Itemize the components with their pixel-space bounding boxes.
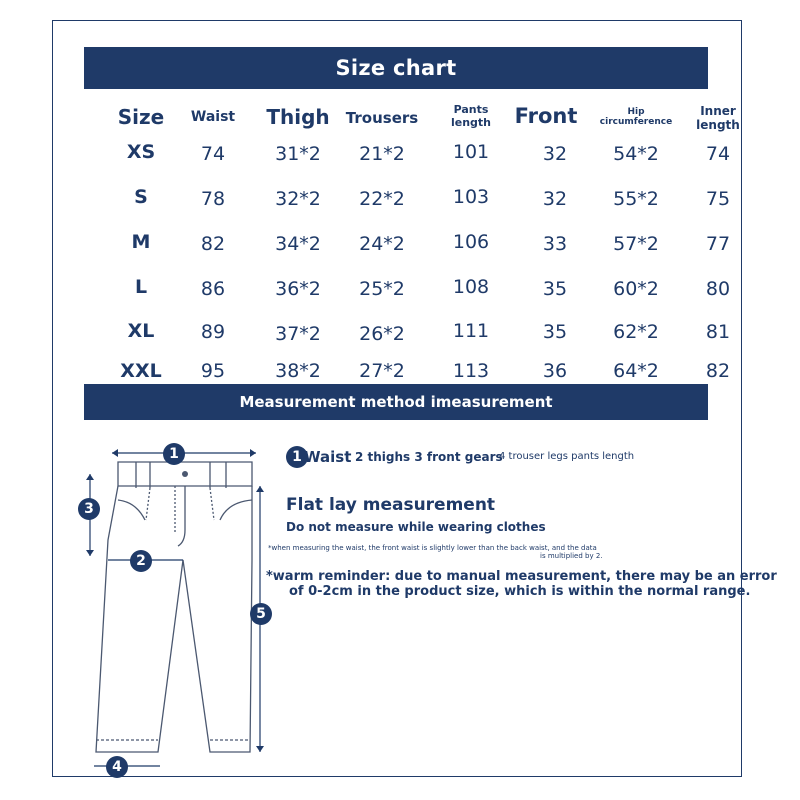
cell-thigh: 37*2 [275, 323, 321, 345]
cell-front: 33 [542, 233, 568, 255]
cell-size: M [131, 231, 151, 253]
marker-4: 4 [106, 756, 128, 778]
cell-trousers: 27*2 [359, 360, 405, 382]
cell-thigh: 38*2 [275, 360, 321, 382]
cell-trousers: 26*2 [359, 323, 405, 345]
cell-inner: 74 [705, 143, 731, 165]
cell-trousers: 25*2 [359, 278, 405, 300]
cell-size: S [134, 186, 148, 208]
cell-inner: 82 [705, 360, 731, 382]
cell-inner: 81 [705, 321, 731, 343]
cell-front: 35 [542, 321, 568, 343]
cell-hip: 54*2 [613, 143, 659, 165]
header-trousers: Trousers [345, 109, 419, 127]
measurement-method-banner: Measurement method imeasurement [84, 384, 708, 420]
cell-hip: 64*2 [613, 360, 659, 382]
marker-2: 2 [130, 550, 152, 572]
cell-hip: 55*2 [613, 188, 659, 210]
cell-waist: 82 [200, 233, 226, 255]
header-front: Front [514, 104, 578, 128]
cell-pants-length: 113 [452, 360, 490, 382]
cell-waist: 74 [200, 143, 226, 165]
cell-size: XS [126, 141, 156, 163]
waist-note-line2: is multiplied by 2. [540, 552, 603, 560]
cell-front: 35 [542, 278, 568, 300]
waist-note-line1: *when measuring the waist, the front waist is slightly lower than the back waist, and the data [268, 544, 597, 552]
size-chart-title: Size chart [84, 47, 708, 89]
cell-hip: 62*2 [613, 321, 659, 343]
cell-waist: 89 [200, 321, 226, 343]
cell-trousers: 22*2 [359, 188, 405, 210]
no-wear-note: Do not measure while wearing clothes [286, 520, 546, 534]
cell-size: L [134, 276, 148, 298]
cell-pants-length: 101 [452, 141, 490, 163]
reminder-line1: *warm reminder: due to manual measurement, there may be an error [266, 569, 777, 584]
cell-inner: 80 [705, 278, 731, 300]
cell-thigh: 36*2 [275, 278, 321, 300]
cell-front: 36 [542, 360, 568, 382]
legend-marker-1: 1 [286, 446, 308, 468]
cell-pants-length: 111 [452, 320, 490, 342]
header-inner-line2: length [696, 118, 740, 132]
cell-front: 32 [542, 143, 568, 165]
cell-pants-length: 108 [452, 276, 490, 298]
cell-hip: 60*2 [613, 278, 659, 300]
cell-trousers: 24*2 [359, 233, 405, 255]
cell-size: XXL [120, 360, 162, 382]
marker-3: 3 [78, 498, 100, 520]
header-inner-line1: Inner [700, 104, 736, 118]
cell-hip: 57*2 [613, 233, 659, 255]
header-hip-line1: Hip [627, 107, 645, 117]
cell-inner: 77 [705, 233, 731, 255]
marker-5: 5 [250, 603, 272, 625]
legend-waist: Waist [304, 448, 352, 466]
flat-lay-heading: Flat lay measurement [286, 495, 496, 515]
cell-thigh: 32*2 [275, 188, 321, 210]
marker-1: 1 [163, 443, 185, 465]
cell-thigh: 34*2 [275, 233, 321, 255]
header-pants-length-line2: length [450, 116, 492, 129]
cell-pants-length: 106 [452, 231, 490, 253]
header-pants-length-line1: Pants [453, 103, 489, 116]
cell-trousers: 21*2 [359, 143, 405, 165]
header-hip-line2: circumference [599, 117, 673, 127]
reminder-line2: of 0-2cm in the product size, which is within the normal range. [289, 584, 751, 599]
cell-size: XL [127, 320, 155, 342]
cell-pants-length: 103 [452, 186, 490, 208]
cell-waist: 86 [200, 278, 226, 300]
legend-thighs-front: 2 thighs 3 front gears [355, 450, 503, 464]
header-thigh: Thigh [266, 105, 330, 129]
header-waist: Waist [190, 109, 236, 125]
cell-inner: 75 [705, 188, 731, 210]
header-size: Size [117, 105, 165, 129]
cell-front: 32 [542, 188, 568, 210]
legend-trouser-pants: 4 trouser legs pants length [499, 451, 635, 462]
cell-waist: 78 [200, 188, 226, 210]
cell-waist: 95 [200, 360, 226, 382]
cell-thigh: 31*2 [275, 143, 321, 165]
